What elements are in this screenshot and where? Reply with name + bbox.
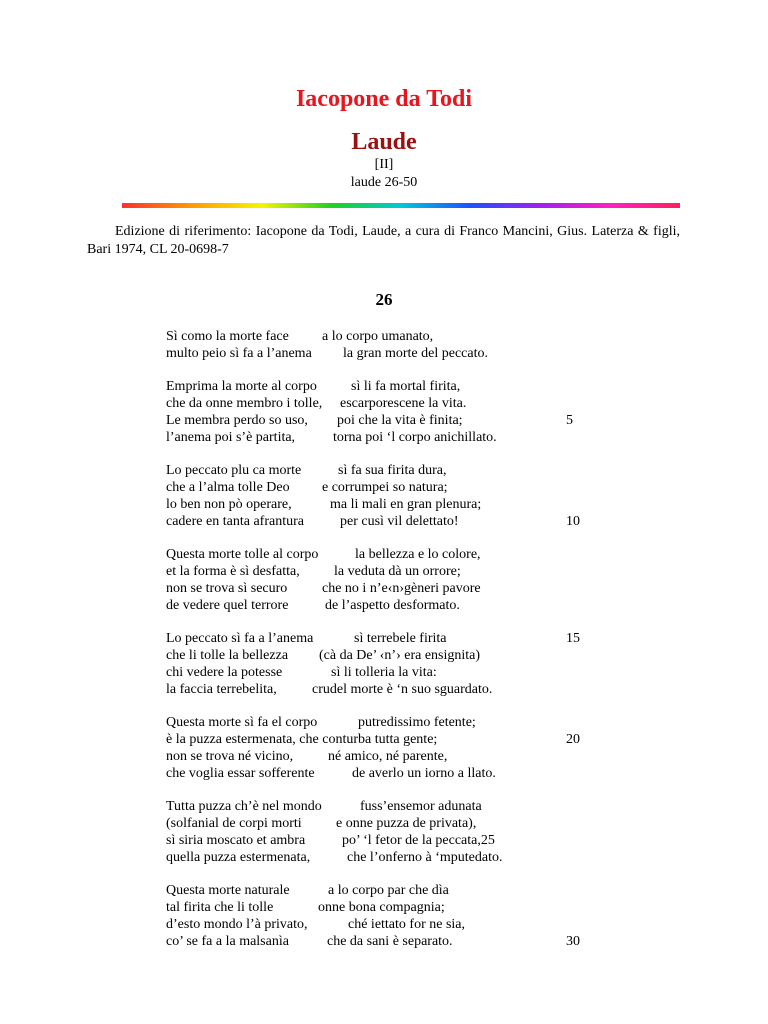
reference-edition: Edizione di riferimento: Iacopone da Todi, Laude, a cura di Franco Mancini, Gius. Laterza & figli, Bari 1974, CL 20-0698-7 bbox=[87, 224, 680, 257]
verse-second-half: de averlo un iorno a llato. bbox=[352, 766, 496, 781]
verse-second-half: la gran morte del peccato. bbox=[343, 346, 488, 361]
verse-second-half: la bellezza e lo colore, bbox=[355, 547, 481, 562]
verse-second-half: la veduta dà un orrore; bbox=[334, 564, 461, 579]
verse-line bbox=[0, 765, 768, 782]
verse-first-half: Questa morte tolle al corpo bbox=[166, 547, 319, 562]
verse-line bbox=[0, 597, 768, 614]
verse-first-half: la faccia terrebelita, bbox=[166, 682, 277, 697]
verse-first-half: è la puzza estermenata, che conturba tutta gente; bbox=[166, 732, 438, 747]
verse-line bbox=[0, 798, 768, 815]
verse-first-half: l’anema poi s’è partita, bbox=[166, 430, 296, 445]
verse-first-half: che a l’alma tolle Deo bbox=[166, 480, 290, 495]
verse-first-half: Lo peccato sì fa a l’anema bbox=[166, 631, 314, 646]
verse-first-half: Questa morte naturale bbox=[166, 883, 290, 898]
verse-second-half: sì li tolleria la vita: bbox=[331, 665, 437, 680]
verse-first-half: quella puzza estermenata, bbox=[166, 850, 311, 865]
stanza bbox=[0, 378, 768, 446]
verse-first-half: non se trova sì securo bbox=[166, 581, 288, 596]
author-heading: Iacopone da Todi bbox=[295, 86, 473, 112]
verse-line bbox=[0, 378, 768, 395]
verse-second-half: né amico, né parente, bbox=[328, 749, 448, 764]
verse-second-half: ché iettato for ne sia, bbox=[348, 917, 466, 932]
work-title: Laude bbox=[351, 129, 417, 155]
verse-first-half: Emprima la morte al corpo bbox=[166, 379, 317, 394]
verse-line bbox=[0, 580, 768, 597]
verse-line bbox=[0, 563, 768, 580]
line-number: 10 bbox=[566, 514, 580, 529]
verse-first-half: lo ben non pò operare, bbox=[166, 497, 292, 512]
verse-first-half: Lo peccato plu ca morte bbox=[166, 463, 302, 478]
line-number: 15 bbox=[566, 631, 580, 646]
verse-first-half: Questa morte sì fa el corpo bbox=[166, 715, 318, 730]
line-number: 20 bbox=[566, 732, 580, 747]
verse-second-half: sì fa sua firita dura, bbox=[338, 463, 447, 478]
stanza bbox=[0, 798, 768, 866]
verse-second-half: putredissimo fetente; bbox=[358, 715, 476, 730]
stanza bbox=[0, 462, 768, 530]
verse-line bbox=[0, 664, 768, 681]
verse-line bbox=[0, 815, 768, 832]
verse-line bbox=[0, 345, 768, 362]
verse-second-half: e onne puzza de privata), bbox=[336, 816, 477, 831]
verse-first-half: che voglia essar sofferente bbox=[166, 766, 315, 781]
verse-second-half: po’ ‘l fetor de la peccata,25 bbox=[342, 833, 495, 848]
stanza bbox=[0, 882, 768, 950]
verse-second-half: onne bona compagnia; bbox=[318, 900, 445, 915]
verse-second-half: fuss’ensemor adunata bbox=[360, 799, 482, 814]
line-number: 30 bbox=[566, 934, 580, 949]
verse-line bbox=[0, 513, 768, 530]
verse-first-half: non se trova né vicino, bbox=[166, 749, 294, 764]
verse-line bbox=[0, 681, 768, 698]
verse-line bbox=[0, 899, 768, 916]
verse-second-half: sì li fa mortal firita, bbox=[351, 379, 461, 394]
verse-first-half: co’ se fa a la malsanìa bbox=[166, 934, 289, 949]
verse-line bbox=[0, 328, 768, 345]
verse-second-half: per cusì vil delettato! bbox=[340, 514, 459, 529]
verse-first-half: multo peio sì fa a l’anema bbox=[166, 346, 312, 361]
verse-second-half: che l’onferno à ‘mputedato. bbox=[347, 850, 503, 865]
verse-first-half: d’esto mondo l’à privato, bbox=[166, 917, 308, 932]
verse-line bbox=[0, 748, 768, 765]
stanza bbox=[0, 328, 768, 362]
verse-line bbox=[0, 479, 768, 496]
verse-line bbox=[0, 882, 768, 899]
verse-second-half: poi che la vita è finita; bbox=[337, 413, 463, 428]
verse-line bbox=[0, 462, 768, 479]
verse-first-half: cadere en tanta afrantura bbox=[166, 514, 304, 529]
verse-line bbox=[0, 412, 768, 429]
verse-line bbox=[0, 630, 768, 647]
verse-first-half: et la forma è sì desfatta, bbox=[166, 564, 300, 579]
verse-first-half: che da onne membro i tolle, bbox=[166, 396, 323, 411]
volume-label: [II] bbox=[374, 157, 394, 172]
verse-first-half: chi vedere la potesse bbox=[166, 665, 283, 680]
verse-line bbox=[0, 395, 768, 412]
verse-second-half: de l’aspetto desformato. bbox=[325, 598, 460, 613]
range-label: laude 26-50 bbox=[350, 175, 418, 190]
poem-number: 26 bbox=[375, 290, 393, 309]
verse-first-half: de vedere quel terrore bbox=[166, 598, 289, 613]
stanza bbox=[0, 714, 768, 782]
verse-line bbox=[0, 714, 768, 731]
rainbow-divider bbox=[122, 203, 680, 208]
verse-second-half: e corrumpei so natura; bbox=[322, 480, 448, 495]
verse-first-half: tal firita che li tolle bbox=[166, 900, 274, 915]
verse-first-half: che li tolle la bellezza bbox=[166, 648, 289, 663]
verse-first-half: Le membra perdo so uso, bbox=[166, 413, 308, 428]
verse-second-half: crudel morte è ‘n suo sguardato. bbox=[312, 682, 493, 697]
verse-second-half: che da sani è separato. bbox=[327, 934, 453, 949]
verse-first-half: sì siria moscato et ambra bbox=[166, 833, 306, 848]
verse-second-half: torna poi ‘l corpo anichillato. bbox=[333, 430, 497, 445]
verse-first-half: Tutta puzza ch’è nel mondo bbox=[166, 799, 322, 814]
stanza bbox=[0, 546, 768, 614]
verse-second-half: a lo corpo par che dìa bbox=[328, 883, 449, 898]
verse-line bbox=[0, 647, 768, 664]
stanza bbox=[0, 630, 768, 698]
verse-first-half: (solfanial de corpi morti bbox=[166, 816, 302, 831]
line-number: 5 bbox=[566, 413, 573, 428]
verse-line bbox=[0, 546, 768, 563]
verse-line bbox=[0, 496, 768, 513]
verse-line bbox=[0, 933, 768, 950]
verse-line bbox=[0, 731, 768, 748]
verse-line bbox=[0, 849, 768, 866]
verse-first-half: Sì como la morte face bbox=[166, 329, 289, 344]
verse-second-half: a lo corpo umanato, bbox=[322, 329, 434, 344]
verse-second-half: che no i n’e‹n›gèneri pavore bbox=[322, 581, 481, 596]
verse-line bbox=[0, 916, 768, 933]
verse-second-half: (cà da De’ ‹n’› era ensignita) bbox=[319, 648, 481, 663]
verse-line bbox=[0, 832, 768, 849]
verse-second-half: ma li mali en gran plenura; bbox=[330, 497, 482, 512]
verse-line bbox=[0, 429, 768, 446]
verse-second-half: sì terrebele firita bbox=[354, 631, 447, 646]
verse-second-half: escarporescene la vita. bbox=[340, 396, 467, 411]
